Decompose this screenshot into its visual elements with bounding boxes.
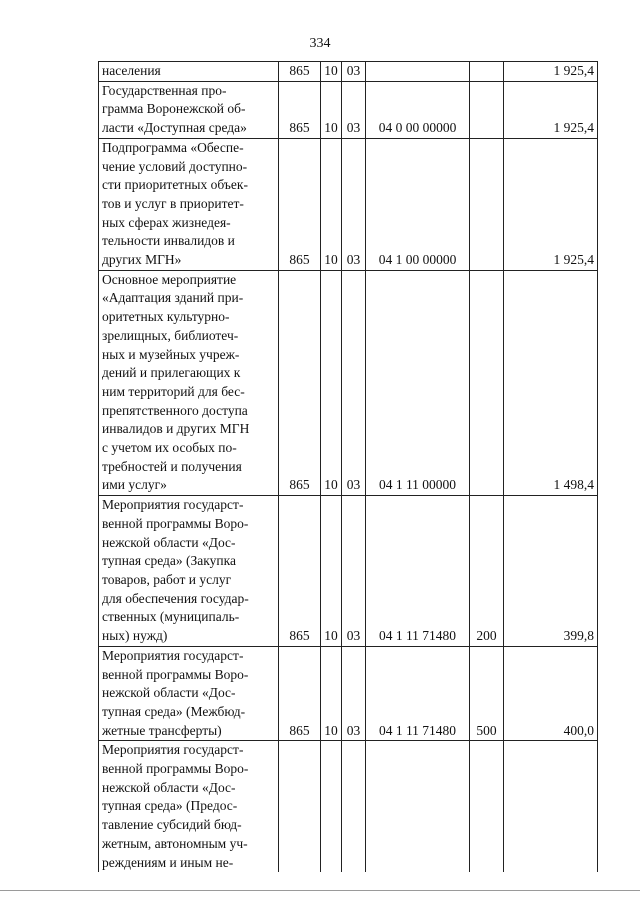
ministry-code-cell: 865	[279, 138, 321, 270]
row-name-cell: Мероприятия государст- венной программы Воро- нежской области «Дос- тупная среда» (Межбюд- жетные трансферты)	[99, 646, 279, 741]
section-code-cell: 10	[321, 270, 342, 495]
page-bottom-edge	[0, 890, 640, 891]
expense-type-cell	[470, 741, 504, 872]
row-name-cell: Подпрограмма «Обеспе- чение условий доступно- сти приоритетных объек- тов и услуг в приоритет- ных сферах жизнедея- тельности инвалидов и других МГН»	[99, 138, 279, 270]
amount-cell	[504, 741, 598, 872]
section-code-cell: 10	[321, 496, 342, 647]
subsection-code-cell: 03	[342, 81, 366, 138]
table-row	[99, 62, 598, 82]
row-name-cell: Государственная про- грамма Воронежской об- ласти «Доступная среда»	[99, 81, 279, 138]
table-body	[99, 62, 598, 873]
expense-type-cell	[470, 270, 504, 495]
amount-cell: 1 498,4	[504, 270, 598, 495]
target-article-cell	[366, 741, 470, 872]
ministry-code-cell: 865	[279, 496, 321, 647]
target-article-cell	[366, 62, 470, 82]
subsection-code-cell: 03	[342, 62, 366, 82]
row-name-cell: Мероприятия государст- венной программы Воро- нежской области «Дос- тупная среда» (Предос- тавление субсидий бюд- жетным, автономным уч- реждениям и иным не-	[99, 741, 279, 872]
ministry-code-cell	[279, 741, 321, 872]
amount-cell: 400,0	[504, 646, 598, 741]
ministry-code-cell: 865	[279, 62, 321, 82]
target-article-cell: 04 1 11 00000	[366, 270, 470, 495]
target-article-cell: 04 1 11 71480	[366, 496, 470, 647]
table-row	[99, 81, 598, 138]
subsection-code-cell	[342, 741, 366, 872]
table-row	[99, 270, 598, 495]
amount-cell: 1 925,4	[504, 62, 598, 82]
target-article-cell: 04 1 00 00000	[366, 138, 470, 270]
subsection-code-cell: 03	[342, 646, 366, 741]
section-code-cell: 10	[321, 646, 342, 741]
expense-type-cell	[470, 81, 504, 138]
row-name-cell: населения	[99, 62, 279, 82]
budget-table	[98, 61, 598, 872]
table-row	[99, 646, 598, 741]
row-name-cell: Мероприятия государст- венной программы Воро- нежской области «Дос- тупная среда» (Закупка товаров, работ и услуг для обеспечения государ- ственных (муниципаль- ных) нужд)	[99, 496, 279, 647]
expense-type-cell	[470, 138, 504, 270]
ministry-code-cell: 865	[279, 270, 321, 495]
ministry-code-cell: 865	[279, 81, 321, 138]
expense-type-cell: 500	[470, 646, 504, 741]
page-number: 334	[309, 36, 331, 51]
amount-cell: 399,8	[504, 496, 598, 647]
expense-type-cell	[470, 62, 504, 82]
amount-cell: 1 925,4	[504, 81, 598, 138]
row-name-cell: Основное мероприятие «Адаптация зданий при- оритетных культурно- зрелищных, библиотеч- ных и музейных учреж- дений и прилегающих к ним территорий для бес- препятственного доступа инвалидов и других МГН с учетом их особых по- требностей и получения ими услуг»	[99, 270, 279, 495]
table-row	[99, 138, 598, 270]
subsection-code-cell: 03	[342, 496, 366, 647]
table-row	[99, 741, 598, 872]
target-article-cell: 04 1 11 71480	[366, 646, 470, 741]
amount-cell: 1 925,4	[504, 138, 598, 270]
section-code-cell: 10	[321, 62, 342, 82]
target-article-cell: 04 0 00 00000	[366, 81, 470, 138]
section-code-cell	[321, 741, 342, 872]
ministry-code-cell: 865	[279, 646, 321, 741]
subsection-code-cell: 03	[342, 138, 366, 270]
table-row	[99, 496, 598, 647]
expense-type-cell: 200	[470, 496, 504, 647]
subsection-code-cell: 03	[342, 270, 366, 495]
section-code-cell: 10	[321, 138, 342, 270]
section-code-cell: 10	[321, 81, 342, 138]
